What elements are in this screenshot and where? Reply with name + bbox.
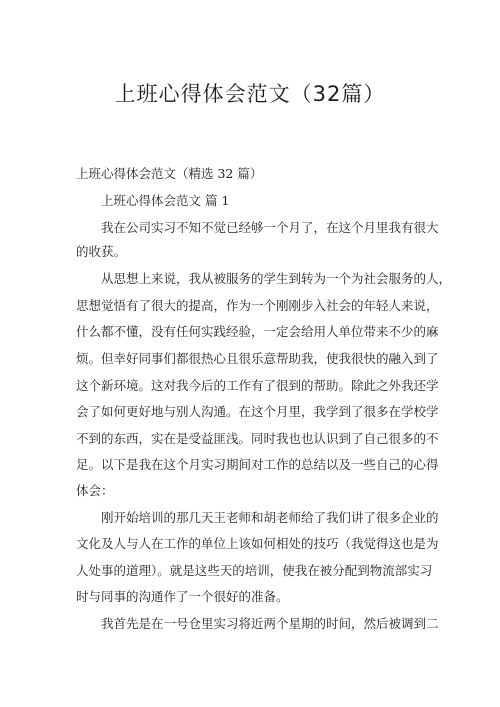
paragraph-1-line-1: 我在公司实习不知不觉已经够一个月了，在这个月里我有很大 [101,220,439,235]
paragraph-2-line-6: 会了如何更好地与别人沟通。在这个月里，我学到了很多在学校学 [76,404,439,419]
paragraph-2-line-1: 从思想上来说，我从被服务的学生到转为一个为社会服务的人， [101,271,452,286]
paragraph-2-line-8: 足。以下是我在这个月实习期间对工作的总结以及一些自己的心得 [76,457,439,472]
document-title: 上班心得体会范文（32篇） [114,82,386,106]
paragraph-2-line-7: 不到的东西，实在是受益匪浅。同时我也也认识到了自己很多的不 [76,431,439,446]
paragraph-3-line-1: 刚开始培训的那几天王老师和胡老师给了我们讲了很多企业的 [101,510,439,525]
paragraph-3-line-4: 时与同事的沟通作了一个很好的准备。 [76,589,289,604]
paragraph-3-line-3: 人处事的道理）。就是这些天的培训，使我在被分配到物流部实习 [76,563,433,578]
paragraph-2-line-4: 烦。但幸好同事们都很热心且很乐意帮助我，使我很快的融入到了 [76,351,439,366]
section-heading: 上班心得体会范文 篇 1 [101,193,230,208]
paragraph-3-line-2: 文化及人与人在工作的单位上该如何相处的技巧（我觉得这也是为 [76,536,439,551]
paragraph-2-line-3: 什么都不懂，没有任何实践经验，一定会给用人单位带来不少的麻 [76,324,439,339]
paragraph-2-line-9: 体会： [76,483,114,498]
paragraph-2-line-5: 这个新环境。这对我今后的工作有了很到的帮助。除此之外我还学 [76,378,439,393]
document-subtitle: 上班心得体会范文（精选 32 篇） [76,166,263,181]
paragraph-1-line-2: 的收获。 [76,244,127,259]
paragraph-4-line-1: 我首先是在一号仓里实习将近两个星期的时间，然后被调到二 [101,616,439,631]
paragraph-2-line-2: 思想觉悟有了很大的提高，作为一个刚刚步入社会的年轻人来说， [76,298,439,313]
